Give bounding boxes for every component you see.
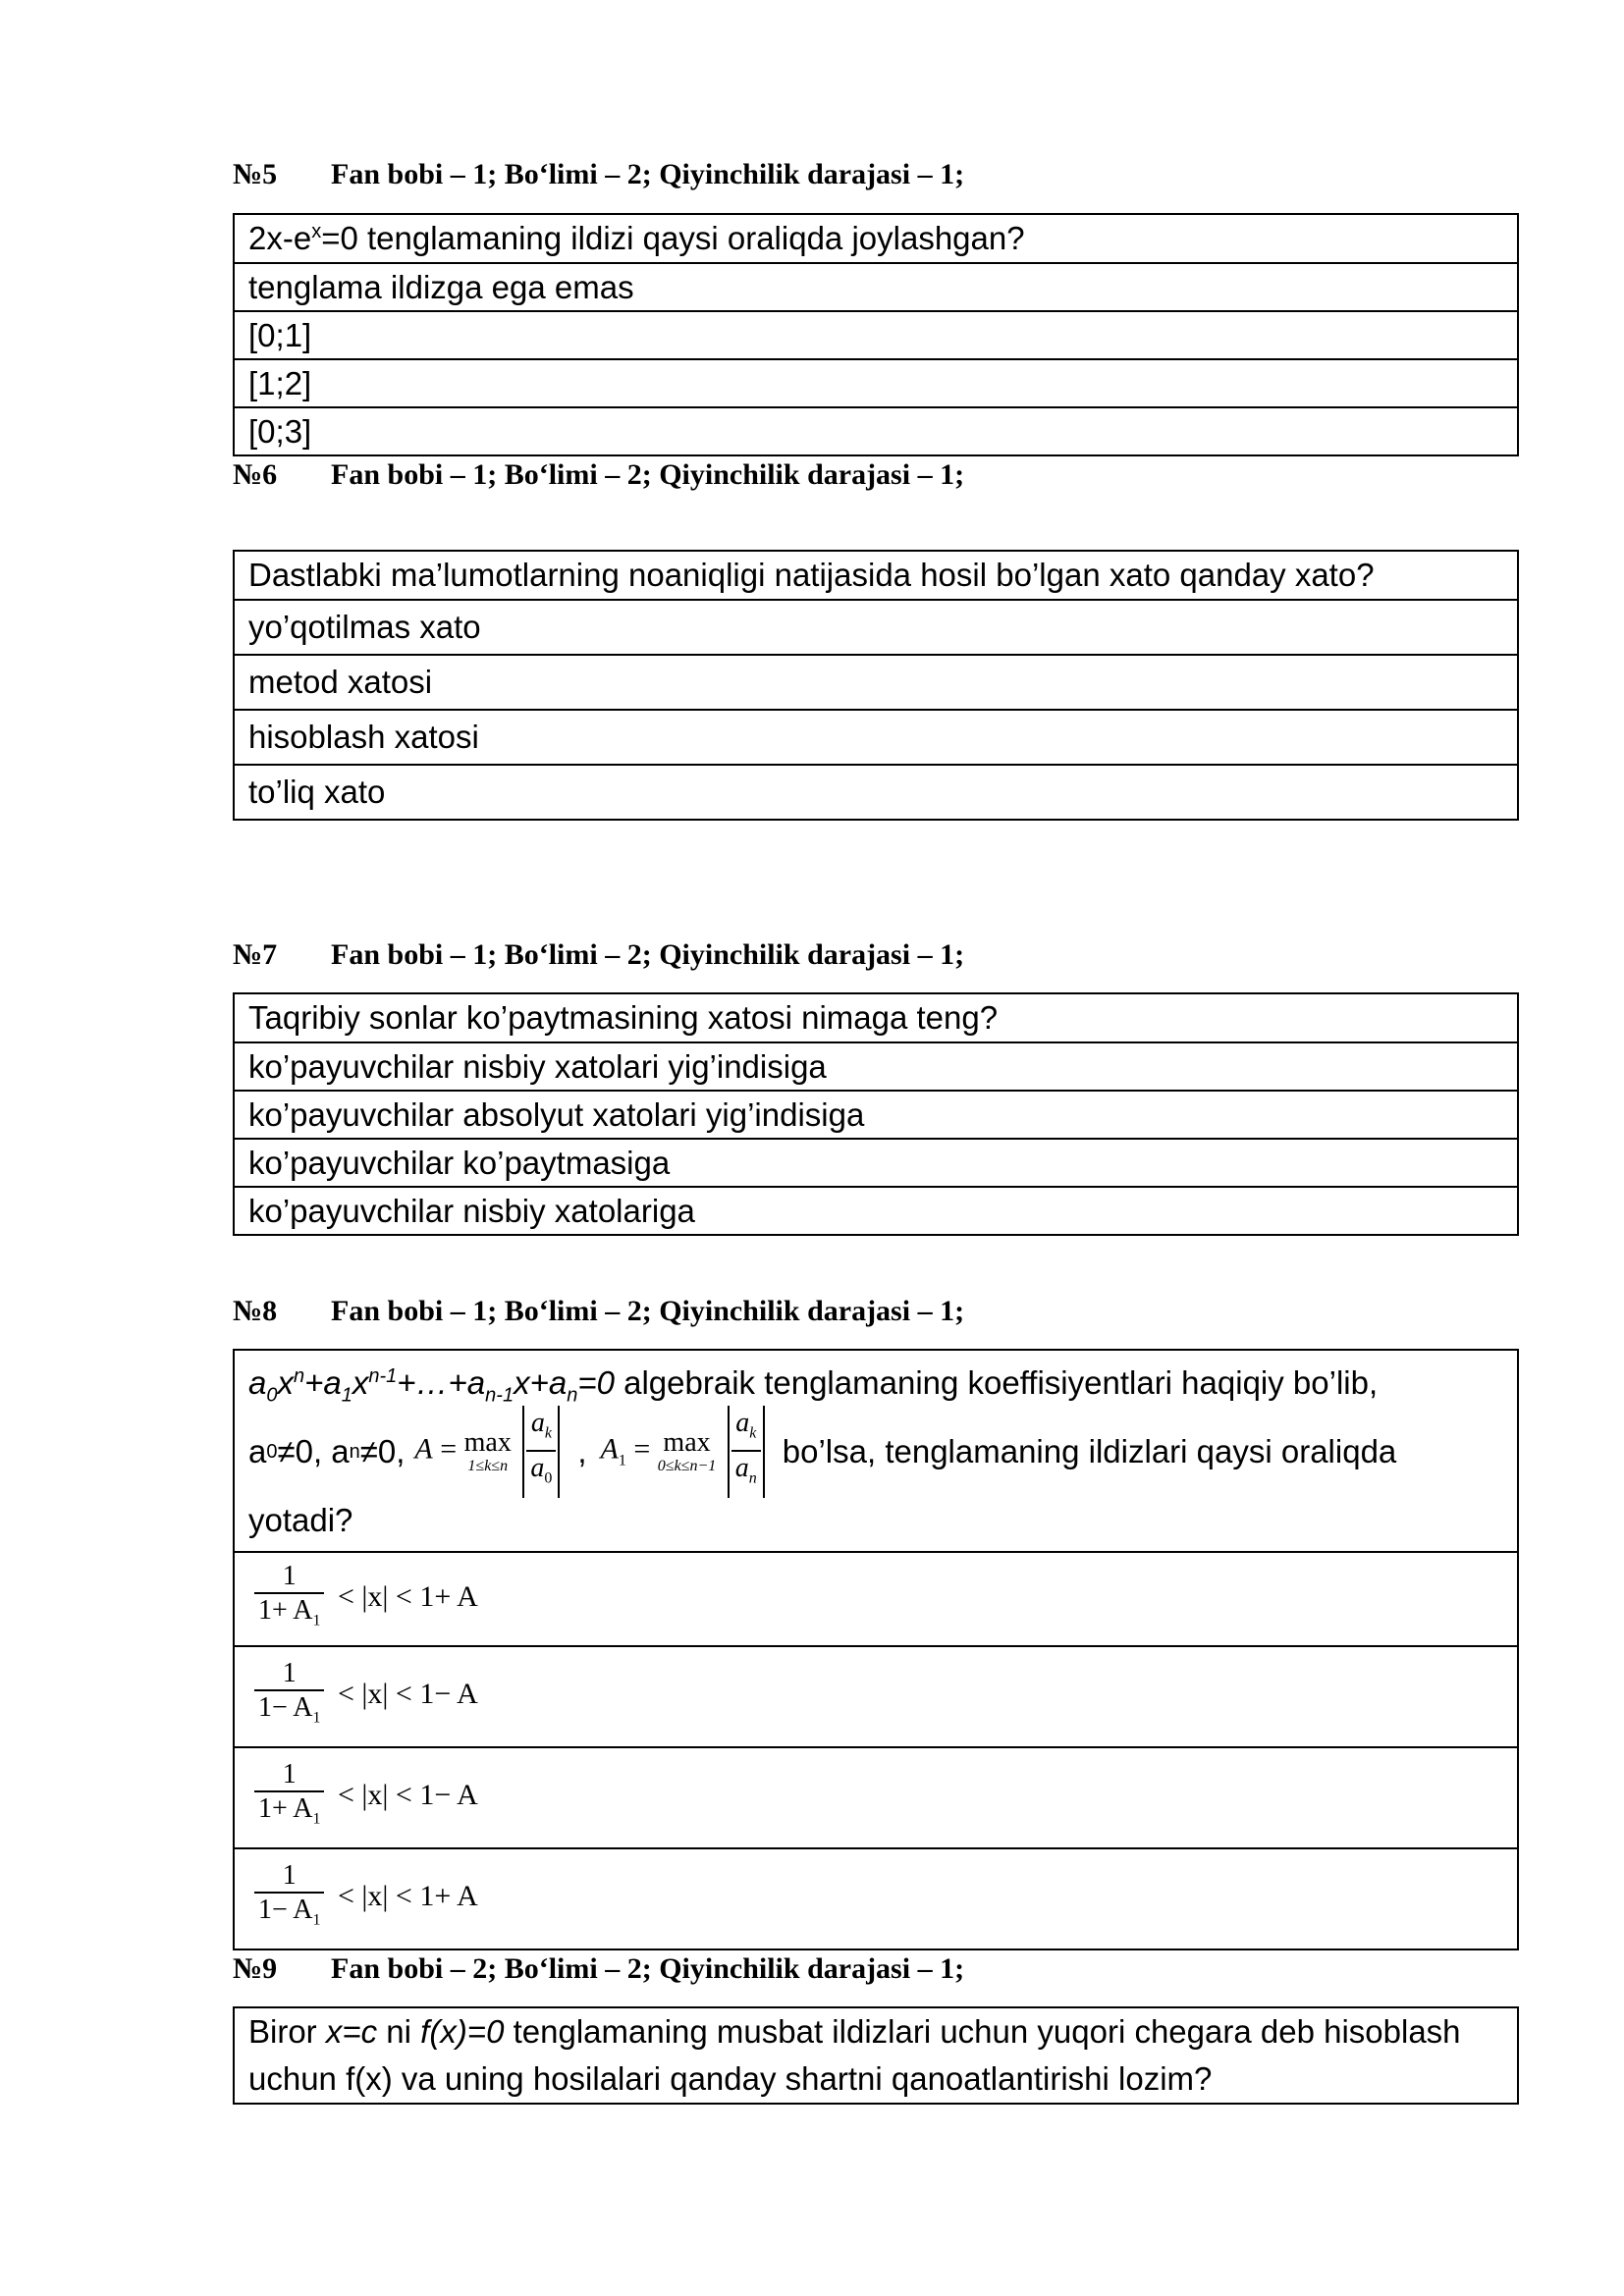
- answer-row: [234, 1139, 1518, 1187]
- answer-row: [234, 1042, 1518, 1091]
- question-meta: Fan bobi – 2; Bo‘limi – 2; Qiyinchilik darajasi – 1;: [331, 1952, 965, 1985]
- answer-formula: $\frac{1}{1+ A_1}$ < |x| < 1− A: [248, 1779, 478, 1811]
- question-number: №8: [233, 1295, 278, 1327]
- question-7-header: [233, 937, 964, 973]
- question-row: [234, 1350, 1518, 1552]
- question-meta: Fan bobi – 1; Bo‘limi – 2; Qiyinchilik darajasi – 1;: [331, 1295, 965, 1327]
- abs-fraction: $\frac{a_k}{a_0}$: [522, 1406, 560, 1497]
- question-6-header: [233, 457, 964, 493]
- answer-option: yo’qotilmas xato: [234, 600, 1518, 655]
- question-number: №6: [233, 458, 278, 491]
- question-9-header: [233, 1951, 964, 1987]
- answer-row: [234, 1187, 1518, 1235]
- question-5-header: [233, 157, 964, 192]
- answer-option: [0;3]: [234, 407, 1518, 455]
- question-line-3: yotadi?: [248, 1502, 353, 1538]
- answer-row: [234, 655, 1518, 710]
- answer-row: [234, 359, 1518, 407]
- answer-row: [234, 311, 1518, 359]
- answer-formula: $\frac{1}{1+ A_1}$ < |x| < 1+ A: [248, 1580, 478, 1613]
- answer-row: [234, 765, 1518, 820]
- answer-option: tenglama ildizga ega emas: [234, 263, 1518, 311]
- answer-option: [234, 1552, 1518, 1646]
- answer-row: [234, 600, 1518, 655]
- question-row: [234, 993, 1518, 1042]
- answer-row: [234, 1848, 1518, 1949]
- answer-option: [234, 1646, 1518, 1747]
- question-number: №9: [233, 1952, 278, 1985]
- answer-row: [234, 1552, 1518, 1646]
- answer-row: [234, 407, 1518, 455]
- answer-option: hisoblash xatosi: [234, 710, 1518, 765]
- question-meta: Fan bobi – 1; Bo‘limi – 2; Qiyinchilik darajasi – 1;: [331, 938, 965, 971]
- answer-option: [234, 1848, 1518, 1949]
- answer-option: metod xatosi: [234, 655, 1518, 710]
- answer-option: [234, 1747, 1518, 1848]
- answer-option: [0;1]: [234, 311, 1518, 359]
- answer-formula: $\frac{1}{1- A_1}$ < |x| < 1+ A: [248, 1880, 478, 1912]
- answer-row: [234, 710, 1518, 765]
- question-meta: Fan bobi – 1; Bo‘limi – 2; Qiyinchilik darajasi – 1;: [331, 158, 965, 190]
- answer-row: [234, 1091, 1518, 1139]
- question-text: $2x-e^x=0$ tenglamaning ildizi qaysi oraliqda joylashgan?: [234, 214, 1518, 263]
- answer-option: ko’payuvchilar nisbiy xatolari yig’indisiga: [234, 1042, 1518, 1091]
- question-text: Taqribiy sonlar ko’paytmasining xatosi nimaga teng?: [234, 993, 1518, 1042]
- question-8-header: [233, 1294, 964, 1329]
- answer-option: [1;2]: [234, 359, 1518, 407]
- question-9-table: [233, 2006, 1519, 2105]
- abs-fraction: $\frac{a_k}{a_n}$: [728, 1406, 765, 1497]
- question-7-table: [233, 992, 1519, 1236]
- question-text: Dastlabki ma’lumotlarning noaniqligi natijasida hosil bo’lgan xato qanday xato?: [234, 551, 1518, 600]
- answer-option: ko’payuvchilar ko’paytmasiga: [234, 1139, 1518, 1187]
- question-6-table: [233, 550, 1519, 821]
- question-line-1: $a_0x^n+a_1x^{n-1}+\dots+a_{n-1}x+a_n=0$ algebraik tenglamaning koeffisiyentlari haqiqiy bo’lib,: [248, 1364, 1379, 1407]
- question-row: [234, 2007, 1518, 2104]
- answer-row: [234, 263, 1518, 311]
- question-number: №5: [233, 158, 278, 190]
- answer-row: [234, 1646, 1518, 1747]
- answer-option: ko’payuvchilar nisbiy xatolariga: [234, 1187, 1518, 1235]
- max-operator: max 0≤k≤n−1: [657, 1427, 717, 1474]
- question-row: [234, 551, 1518, 600]
- question-text: [234, 1350, 1518, 1552]
- answer-formula: $\frac{1}{1- A_1}$ < |x| < 1− A: [248, 1678, 478, 1710]
- answer-option: ko’payuvchilar absolyut xatolari yig’indisiga: [234, 1091, 1518, 1139]
- answer-option: to’liq xato: [234, 765, 1518, 820]
- max-formula-a1: $A_1$ = max 0≤k≤n−1 $\frac{a_k}{a_n}$: [601, 1406, 769, 1497]
- max-formula-a: A = max 1≤k≤n $\frac{a_k}{a_0}$: [414, 1406, 564, 1497]
- question-number: №7: [233, 938, 278, 971]
- question-line-2: a 0 ≠0, a n ≠0, A = max 1≤k≤n $\frac{a_k}{a_0}$ , $A_1$ = max 0≤k≤n−1 $\frac{a_k}{a_n}$ bo’lsa, tenglamaning ildizlari qaysi oraliqda: [248, 1408, 1517, 1496]
- question-5-table: [233, 213, 1519, 456]
- question-meta: Fan bobi – 1; Bo‘limi – 2; Qiyinchilik darajasi – 1;: [331, 458, 965, 491]
- question-row: [234, 214, 1518, 263]
- question-8-table: [233, 1349, 1519, 1950]
- question-text: Biror x=c ni f(x)=0 tenglamaning musbat ildizlari uchun yuqori chegara deb hisoblash uchun f(x) va uning hosilalari qanday shartni qanoatlantirishi lozim?: [234, 2007, 1518, 2104]
- max-operator: max 1≤k≤n: [463, 1427, 512, 1474]
- answer-row: [234, 1747, 1518, 1848]
